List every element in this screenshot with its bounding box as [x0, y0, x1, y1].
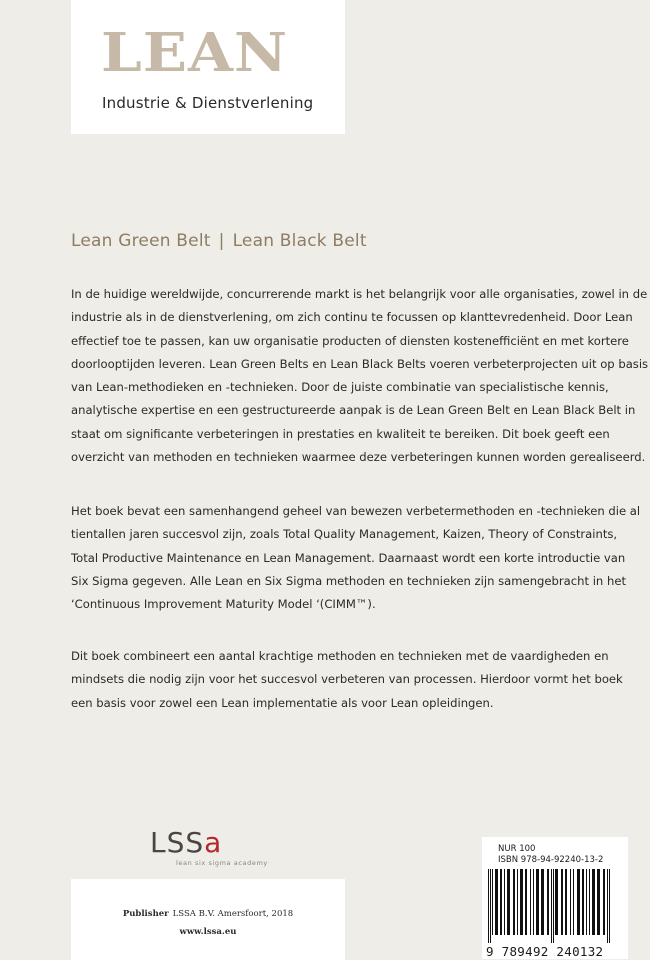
- barcode-bar: [520, 869, 523, 935]
- barcode-bar: [555, 869, 558, 935]
- barcode-bar: [609, 869, 610, 943]
- logo-tagline: lean six sigma academy: [176, 859, 268, 867]
- publisher-website[interactable]: www.lssa.eu: [179, 927, 237, 937]
- belt-green: Lean Green Belt: [71, 231, 211, 251]
- title-box: [71, 0, 345, 134]
- body-line: mindsets die nodig zijn voor het succesvol verbeteren van processen. Hierdoor vormt het boek: [71, 672, 623, 687]
- publisher-line: [71, 909, 345, 919]
- barcode-bar: [536, 869, 539, 935]
- logo-wordmark: [150, 826, 280, 859]
- body-line: overzicht van methoden en technieken waarmee deze verbeteringen kunnen worden gerealiseerd.: [71, 450, 646, 465]
- brand-title: LEAN: [101, 21, 289, 84]
- barcode-bar: [561, 869, 563, 935]
- body-line: Six Sigma gegeven. Alle Lean en Six Sigma methoden en technieken zijn samengebracht in het: [71, 573, 626, 588]
- body-line: een basis voor zowel een Lean implementatie als voor Lean opleidingen.: [71, 695, 494, 710]
- logo-text-accent: a: [204, 826, 223, 859]
- belt-black: Lean Black Belt: [232, 231, 367, 251]
- body-line: doorlooptijden leveren. Lean Green Belts en Lean Black Belts voeren verbeterprojecten uit op basis: [71, 356, 649, 371]
- lssa-logo: [150, 826, 280, 869]
- barcode-bar: [570, 869, 571, 935]
- barcode-bar: [586, 869, 587, 935]
- barcode-bar: [500, 869, 502, 935]
- barcode-digits: 9 789492 240132: [486, 944, 604, 959]
- publisher-label: Publisher: [122, 909, 169, 919]
- body-line: analytische expertise en een gestructureerde aanpak is de Lean Green Belt en Lean Black Belt in: [71, 403, 636, 418]
- barcode-bar: [547, 869, 549, 935]
- barcode-bar: [589, 869, 590, 935]
- barcode-bar: [573, 869, 574, 935]
- body-line: Het boek bevat een samenhangend geheel van bewezen verbetermethoden en -technieken die al: [71, 504, 641, 518]
- body-line: staat om significante verbeteringen in prestaties en kwaliteit te bereiken. Dit boek geeft een: [71, 426, 610, 441]
- barcode-bar: [495, 869, 498, 935]
- barcode-bar: [603, 869, 605, 935]
- barcode-bar: [565, 869, 567, 935]
- body-line: In de huidige wereldwijde, concurrerende markt is het belangrijk voor alle organisaties, zowel in de: [71, 287, 648, 301]
- body-line: ‘Continuous Improvement Maturity Model ‘(CIMM™).: [71, 597, 376, 612]
- barcode-bar: [513, 869, 515, 935]
- barcode-bar: [517, 869, 518, 935]
- brand-subtitle: Industrie & Dienstverlening: [102, 94, 314, 112]
- barcode-bar: [607, 869, 608, 943]
- belt-separator: |: [218, 231, 225, 251]
- barcode-bar: [553, 869, 554, 943]
- barcode-bar: [492, 869, 493, 935]
- body-line: Total Productive Maintenance en Lean Management. Daarnaast wordt een korte introductie van: [71, 550, 626, 565]
- barcode-bar: [488, 869, 489, 943]
- barcode-bar: [530, 869, 531, 935]
- barcode-bar: [525, 869, 527, 935]
- barcode-bar: [597, 869, 600, 935]
- barcode-bar: [582, 869, 584, 935]
- nur-code: NUR 100: [498, 844, 536, 854]
- body-line: van Lean-methodieken en -technieken. Door de juiste combinatie van specialistische kennis,: [71, 380, 609, 395]
- publisher-value: LSSA B.V. Amersfoort, 2018: [172, 909, 294, 919]
- barcode-icon: [486, 869, 624, 943]
- barcode-bar: [541, 869, 544, 935]
- logo-text-main: LSS: [150, 826, 205, 859]
- body-paragraph-3: [71, 645, 623, 715]
- barcode-bar: [490, 869, 491, 943]
- body-line: industrie als in de dienstverlening, om zich continu te focussen op klanttevredenheid. Door Lean: [71, 310, 633, 325]
- body-paragraph-2: [71, 500, 641, 616]
- barcode-bar: [592, 869, 595, 935]
- body-line: Dit boek combineert een aantal krachtige methoden en technieken met de vaardigheden en: [71, 649, 609, 663]
- barcode-bar: [504, 869, 505, 935]
- isbn-code: ISBN 978-94-92240-13-2: [498, 855, 604, 865]
- barcode-bar: [533, 869, 534, 935]
- barcode-bar: [551, 869, 552, 943]
- barcode-bar: [507, 869, 510, 935]
- body-paragraph-1: [71, 283, 649, 469]
- barcode-box: [482, 837, 628, 959]
- body-line: effectief toe te passen, kan uw organisatie producten of diensten kostenefficiënt en met kortere: [71, 333, 629, 348]
- barcode-bar: [577, 869, 580, 935]
- body-line: tientallen jaren succesvol zijn, zoals Total Quality Management, Kaizen, Theory of Constraints,: [71, 527, 618, 542]
- publisher-box: [71, 879, 345, 960]
- belt-subtitle: [71, 231, 367, 251]
